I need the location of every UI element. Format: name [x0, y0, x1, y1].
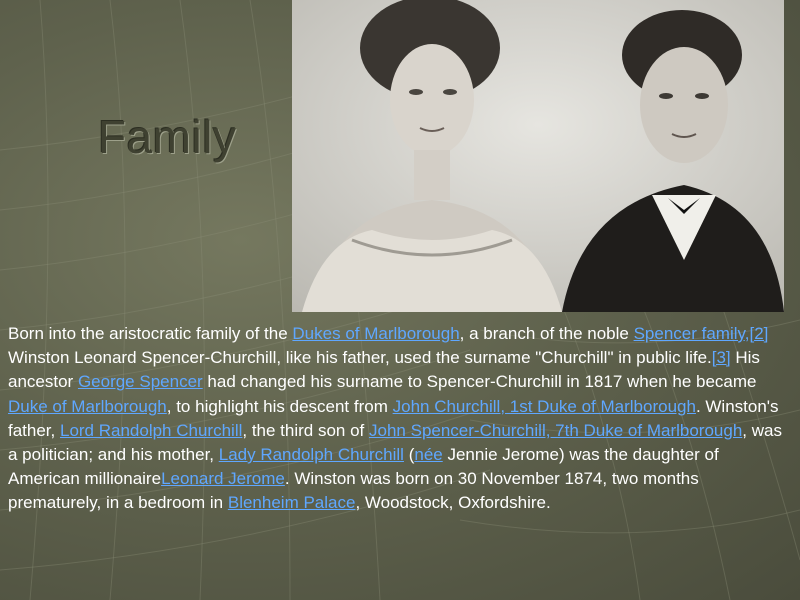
text-segment: . Winston's father,: [8, 396, 779, 440]
slide-title: Family: [98, 111, 237, 163]
link-lord-randolph-churchill[interactable]: Lord Randolph Churchill: [59, 420, 243, 440]
link-nee[interactable]: née: [414, 445, 443, 465]
link-duke-of-marlborough[interactable]: Duke of Marlborough: [8, 396, 167, 416]
text-segment: , a branch of the noble: [459, 324, 634, 343]
text-segment: , the third son of: [242, 420, 370, 440]
text-segment: , was a politician; and his mother,: [8, 420, 782, 465]
text-segment: Born into the aristocratic family of the: [8, 324, 293, 343]
link-spencer-family[interactable]: Spencer family: [633, 324, 745, 343]
text-segment: Jennie Jerome) was the daughter of American millionaire: [8, 445, 719, 489]
link-lady-randolph-churchill[interactable]: Lady Randolph Churchill: [218, 445, 404, 465]
citation-3-link[interactable]: [3]: [711, 348, 731, 368]
link-dukes-of-marlborough[interactable]: Dukes of Marlborough: [292, 324, 460, 343]
text-segment: . Winston was born on 30 November 1874, two months prematurely, in a bedroom in: [8, 469, 699, 513]
biography-paragraph: [8, 322, 794, 516]
text-segment: His ancestor: [8, 348, 760, 392]
text-segment: (: [403, 445, 415, 465]
link-leonard-jerome[interactable]: Leonard Jerome: [161, 469, 285, 489]
link-7th-duke-of-marlborough[interactable]: John Spencer-Churchill, 7th Duke of Marlborough: [369, 420, 743, 440]
portrait-image: [292, 0, 784, 312]
portrait-photo: [292, 0, 784, 312]
text-segment: , to highlight his descent from: [166, 396, 393, 416]
link-john-churchill-1st-duke[interactable]: John Churchill, 1st Duke of Marlborough: [392, 396, 696, 416]
text-segment: , Woodstock, Oxfordshire.: [355, 493, 551, 513]
link-blenheim-palace[interactable]: Blenheim Palace: [227, 493, 356, 513]
citation-2-link[interactable]: ,[2]: [744, 324, 769, 343]
text-segment: had changed his surname to Spencer-Churchill in 1817 when he became: [202, 372, 757, 392]
link-george-spencer[interactable]: George Spencer: [77, 372, 203, 392]
text-segment: Winston Leonard Spencer-Churchill, like his father, used the surname "Churchill" in public life.: [8, 348, 712, 368]
